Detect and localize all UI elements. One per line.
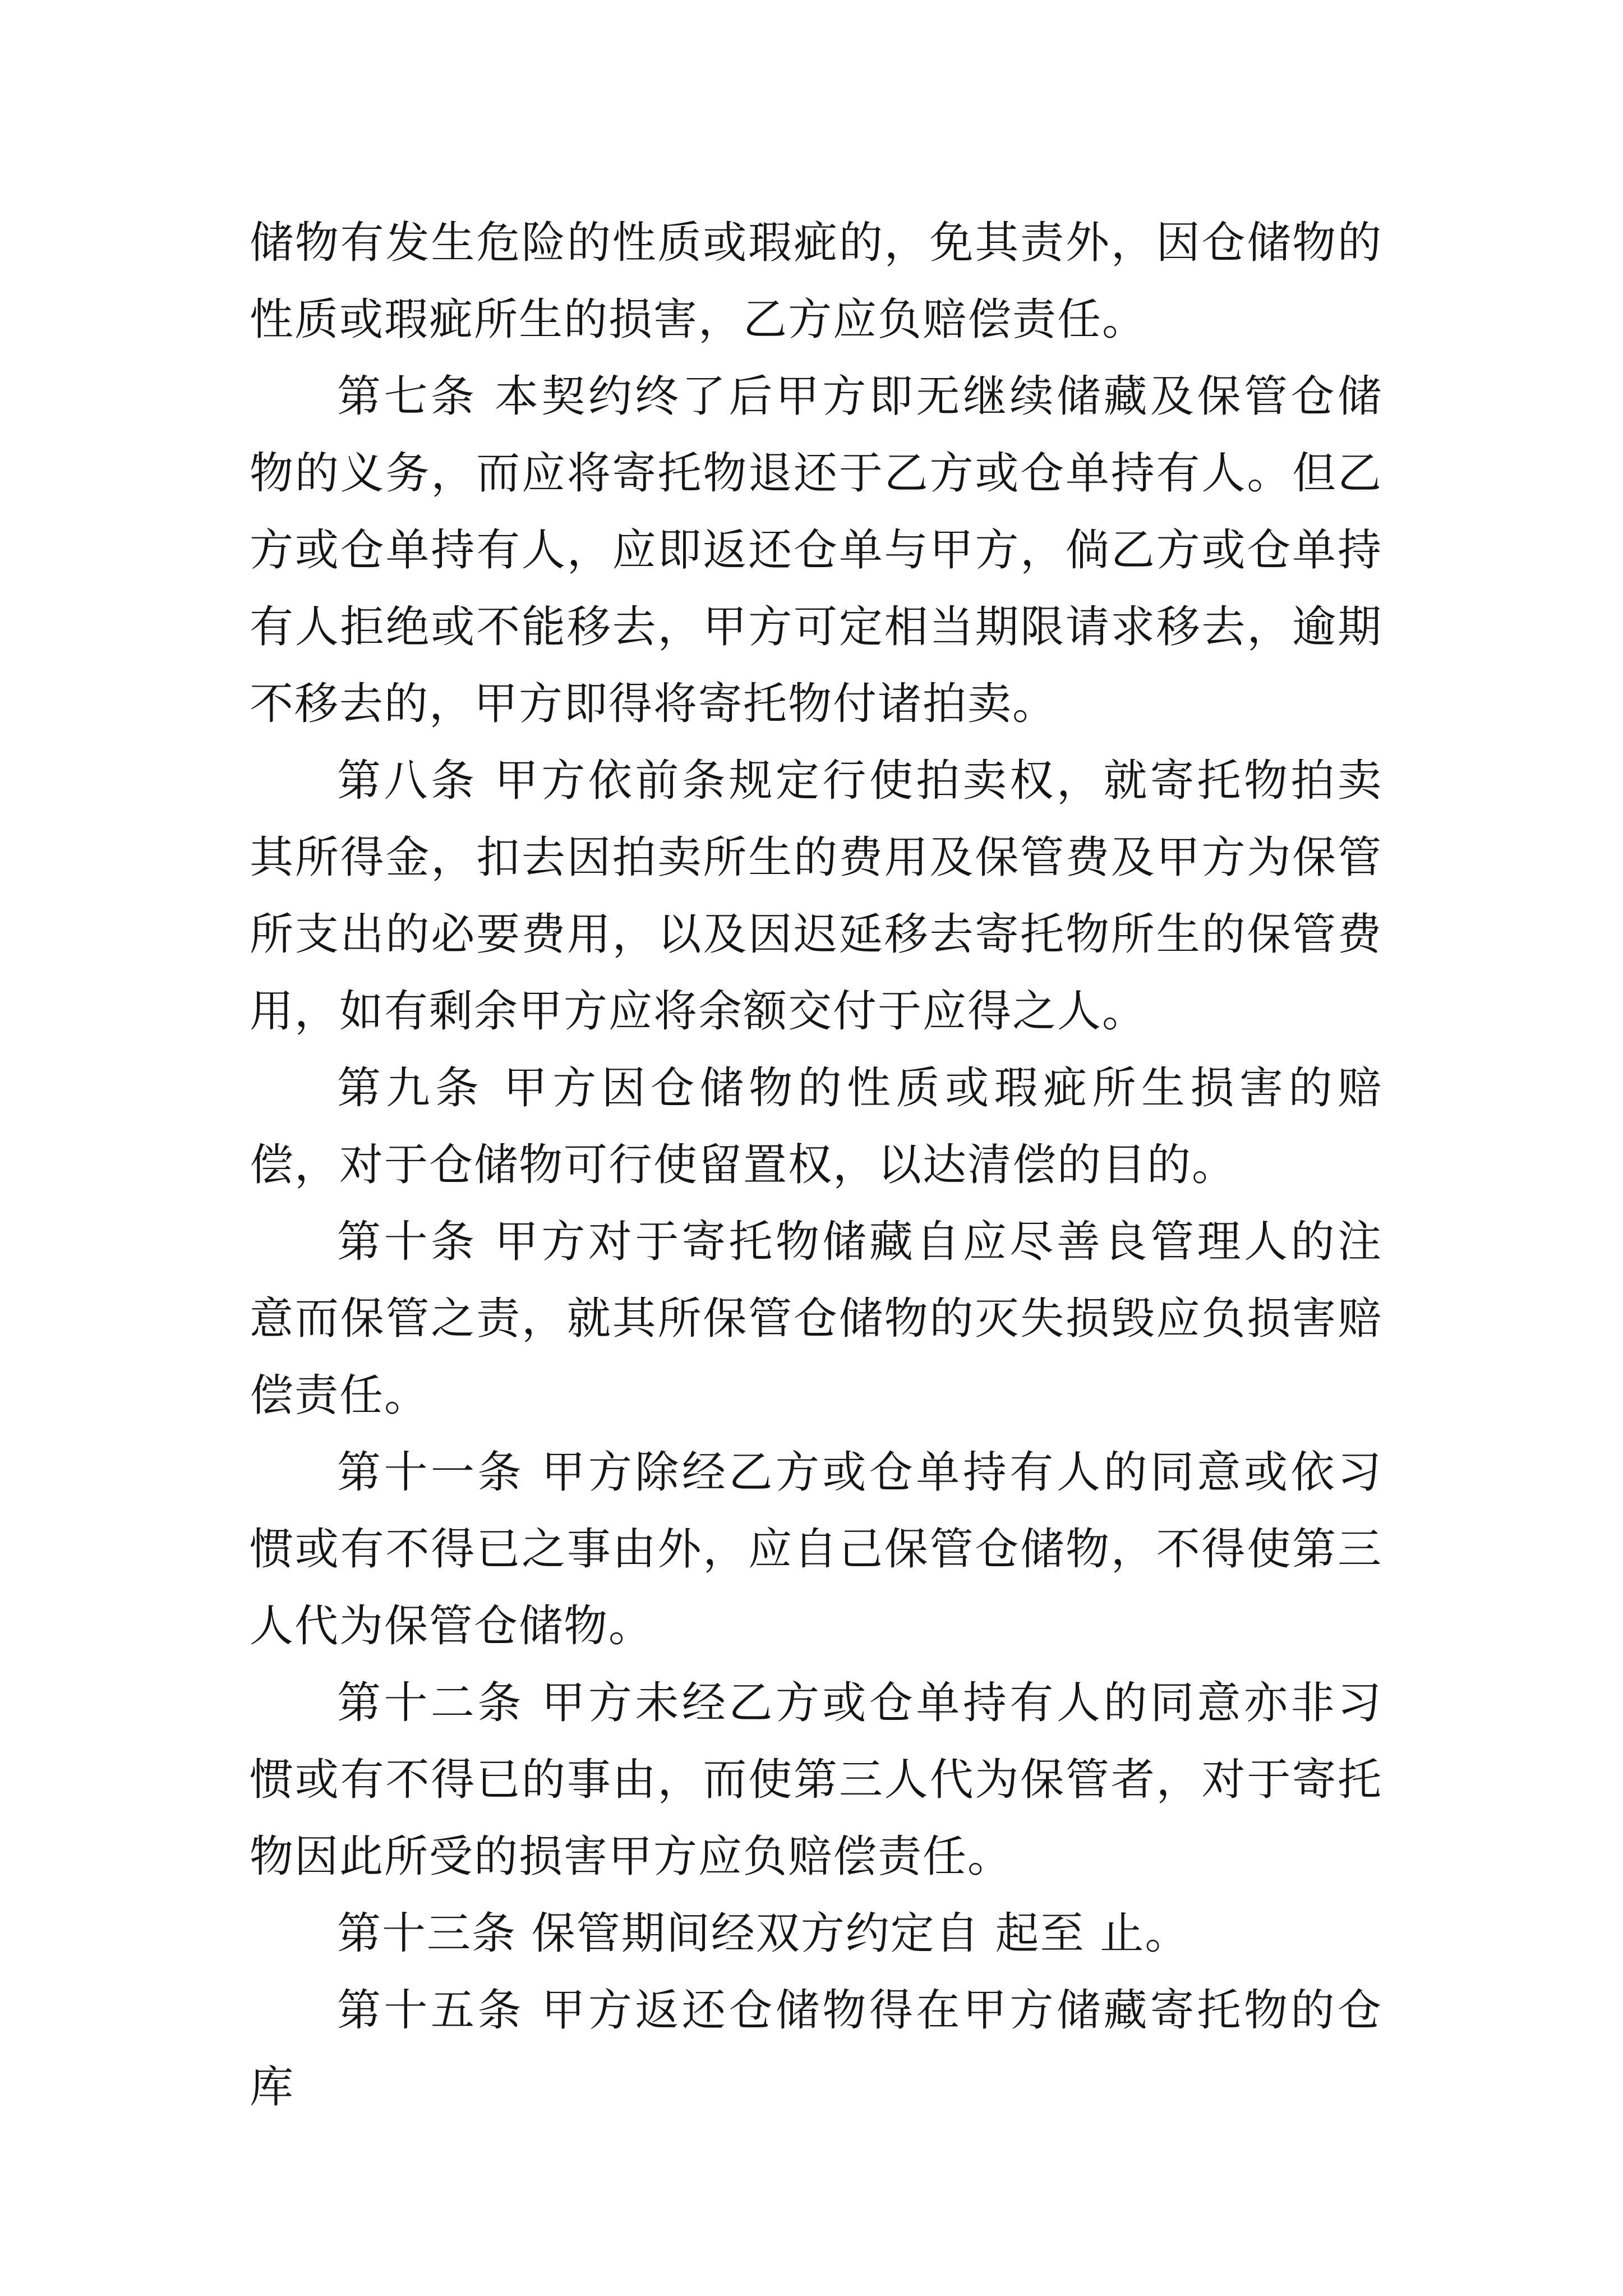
paragraph-article-10: 第十条 甲方对于寄托物储藏自应尽善良管理人的注意而保管之责，就其所保管仓储物的灭失损毁应负损害赔偿责任。 bbox=[250, 1217, 1382, 1421]
paragraph-article-13: 第十三条 保管期间经双方约定自 起至 止。 bbox=[337, 1908, 1190, 1959]
paragraph-article-15: 第十五条 甲方返还仓储物得在甲方储藏寄托物的仓库 bbox=[250, 1985, 1382, 2113]
paragraph-article-7: 第七条 本契约终了后甲方即无继续储藏及保管仓储物的义务，而应将寄托物退还于乙方或仓单持有人。但乙方或仓单持有人，应即返还仓单与甲方，倘乙方或仓单持有人拒绝或不能移去，甲方可定相当期限请求移去，逾期不移去的，甲方即得将寄托物付诸拍卖。 bbox=[250, 371, 1382, 729]
paragraph-continuation: 储物有发生危险的性质或瑕疵的，免其责外，因仓储物的性质或瑕疵所生的损害，乙方应负赔偿责任。 bbox=[250, 218, 1382, 345]
paragraph-article-8: 第八条 甲方依前条规定行使拍卖权，就寄托物拍卖其所得金，扣去因拍卖所生的费用及保管费及甲方为保管所支出的必要费用，以及因迟延移去寄托物所生的保管费用，如有剩余甲方应将余额交付于应得之人。 bbox=[250, 756, 1382, 1037]
document-body bbox=[250, 205, 1382, 2126]
paragraph-article-9: 第九条 甲方因仓储物的性质或瑕疵所生损害的赔偿，对于仓储物可行使留置权，以达清偿的目的。 bbox=[250, 1063, 1382, 1190]
paragraph-article-11: 第十一条 甲方除经乙方或仓单持有人的同意或依习惯或有不得已之事由外，应自己保管仓储物，不得使第三人代为保管仓储物。 bbox=[250, 1447, 1382, 1651]
paragraph-article-12: 第十二条 甲方未经乙方或仓单持有人的同意亦非习惯或有不得已的事由，而使第三人代为保管者，对于寄托物因此所受的损害甲方应负赔偿责任。 bbox=[250, 1678, 1382, 1882]
